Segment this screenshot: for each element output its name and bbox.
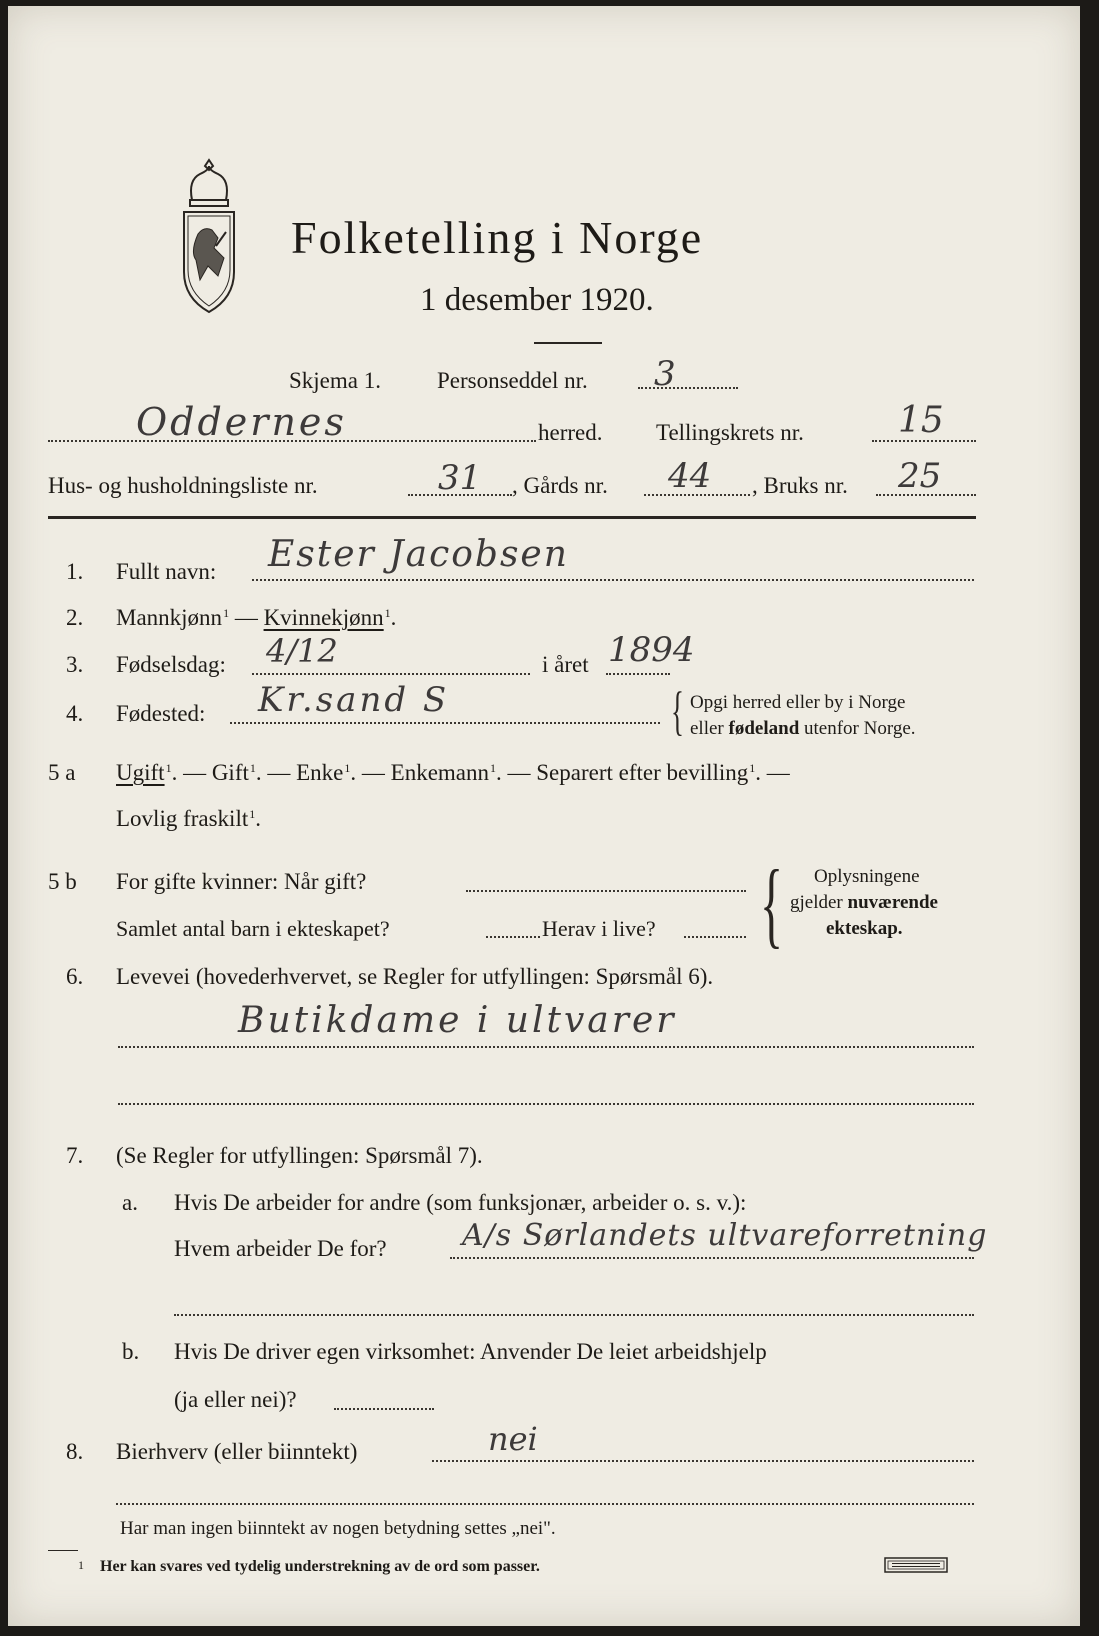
herred-field[interactable]: Oddernes bbox=[136, 400, 347, 444]
q3-label: Fødselsdag: bbox=[116, 652, 226, 677]
q1-number: 1. bbox=[66, 559, 84, 584]
norwegian-coat-of-arms-icon bbox=[176, 156, 242, 316]
q6-number: 6. bbox=[66, 964, 84, 989]
q4-number: 4. bbox=[66, 701, 84, 726]
gender-female-option[interactable]: Kvinnekjønn bbox=[263, 605, 384, 630]
q5b-alive-label: Herav i live? bbox=[542, 916, 656, 941]
bruks-label: , Bruks nr. bbox=[752, 473, 848, 498]
q8-number: 8. bbox=[66, 1439, 84, 1464]
footer-note: Har man ingen biinntekt av nogen betydning settes „nei". bbox=[120, 1518, 556, 1539]
occupation-field[interactable]: Butikdame i ultvarer bbox=[238, 1000, 677, 1041]
children-count-field[interactable] bbox=[486, 936, 540, 938]
marital-status-options[interactable]: Ugift$^1$. — Gift$^1$. — Enke$^1$. — Enkemann$^1$. — Separert efter bevilling$^1$. — bbox=[116, 760, 790, 785]
q4-note-line2: eller fødeland utenfor Norge. bbox=[690, 718, 916, 739]
status-separated-option[interactable]: . — Separert efter bevilling bbox=[496, 760, 749, 785]
gender-male-option[interactable]: Mannkjønn bbox=[116, 605, 223, 630]
q5b-married-when-label: For gifte kvinner: Når gift? bbox=[116, 869, 367, 894]
q7b-letter: b. bbox=[122, 1339, 140, 1364]
status-divorced-option[interactable]: Lovlig fraskilt$^1$. bbox=[116, 806, 261, 831]
footnote-text: Her kan svares ved tydelig understrekning av de ord som passer. bbox=[100, 1558, 540, 1575]
hus-label: Hus- og husholdningsliste nr. bbox=[48, 473, 318, 498]
q5a-number: 5 a bbox=[48, 760, 76, 785]
gender-options[interactable]: Mannkjønn$^1$ — Kvinnekjønn$^1$. bbox=[116, 605, 397, 630]
children-alive-field[interactable] bbox=[684, 936, 746, 938]
gards-field[interactable]: 44 bbox=[668, 456, 712, 496]
employer-line2[interactable] bbox=[174, 1314, 974, 1316]
hired-help-field[interactable] bbox=[334, 1408, 434, 1410]
side-income-line2[interactable] bbox=[116, 1503, 974, 1505]
employer-field[interactable]: A/s Sørlandets ultvareforretning bbox=[462, 1218, 988, 1253]
q7-number: 7. bbox=[66, 1143, 84, 1168]
bruks-field[interactable]: 25 bbox=[898, 456, 942, 496]
q8-label: Bierhverv (eller biinntekt) bbox=[116, 1439, 358, 1464]
married-when-field[interactable] bbox=[466, 890, 746, 892]
q7a-letter: a. bbox=[122, 1190, 138, 1215]
q5b-note-line2: gjelder nuværende bbox=[790, 892, 938, 913]
q4-label: Fødested: bbox=[116, 701, 206, 726]
q7-label: (Se Regler for utfyllingen: Spørsmål 7). bbox=[116, 1143, 483, 1168]
q3-number: 3. bbox=[66, 652, 84, 677]
q1-label: Fullt navn: bbox=[116, 559, 217, 584]
birth-day-field[interactable]: 4/12 bbox=[266, 632, 338, 670]
status-widower-option[interactable]: . — Enkemann bbox=[350, 760, 489, 785]
q5b-note-line3: ekteskap. bbox=[826, 918, 903, 939]
q7a-question: Hvem arbeider De for? bbox=[174, 1236, 387, 1261]
q5b-number: 5 b bbox=[48, 869, 77, 894]
full-name-field[interactable]: Ester Jacobsen bbox=[268, 534, 569, 575]
header-rule bbox=[48, 516, 976, 519]
tellingskrets-label: Tellingskrets nr. bbox=[656, 420, 804, 445]
status-widow-option[interactable]: . — Enke bbox=[255, 760, 344, 785]
personseddel-label: Personseddel nr. bbox=[437, 368, 588, 393]
q7b-label: Hvis De driver egen virksomhet: Anvender De leiet arbeidshjelp bbox=[174, 1339, 767, 1364]
herred-label: herred. bbox=[538, 420, 603, 445]
side-income-field[interactable]: nei bbox=[488, 1420, 538, 1458]
personseddel-field[interactable]: 3 bbox=[654, 354, 676, 394]
form-date: 1 desember 1920. bbox=[420, 282, 654, 318]
q5b-children-label: Samlet antal barn i ekteskapet? bbox=[116, 916, 390, 941]
status-married-option[interactable]: . — Gift bbox=[171, 760, 249, 785]
q4-note-line1: Opgi herred eller by i Norge bbox=[690, 692, 906, 713]
q5b-note-line1: Oplysningene bbox=[814, 866, 920, 887]
birth-year-field[interactable]: 1894 bbox=[608, 630, 695, 670]
tellingskrets-field[interactable]: 15 bbox=[898, 400, 944, 441]
hus-field[interactable]: 31 bbox=[438, 458, 482, 498]
skjema-label: Skjema 1. bbox=[289, 368, 381, 393]
q7a-label: Hvis De arbeider for andre (som funksjonær, arbeider o. s. v.): bbox=[174, 1190, 747, 1215]
status-unmarried-option[interactable]: Ugift bbox=[116, 760, 165, 785]
printer-stamp-icon bbox=[884, 1557, 948, 1573]
q2-number: 2. bbox=[66, 605, 84, 630]
q6-label: Levevei (hovederhvervet, se Regler for utfyllingen: Spørsmål 6). bbox=[116, 964, 714, 989]
form-title: Folketelling i Norge bbox=[291, 212, 704, 263]
gards-label: , Gårds nr. bbox=[512, 473, 608, 498]
title-divider bbox=[534, 342, 602, 344]
occupation-line2[interactable] bbox=[118, 1103, 974, 1105]
q7b-question: (ja eller nei)? bbox=[174, 1387, 297, 1412]
census-form: Folketelling i Norge 1 desember 1920. Skjema 1. Personseddel nr. 3 Oddernes herred. Tellingskrets nr. 15 Hus- og husholdningsliste nr. 31 , Gårds nr. 44 , Bruks nr. 25 1. Fullt navn: Ester Jacobsen 2. Mannkjønn$^1$ — Kvinnekjønn$^1$. 3. Fødselsdag: 4/12 i året 1894 4. Fødested: Kr.sand S { Opgi herred eller by i Norge eller fødeland utenfor Norge. 5 a Ugift$^1$. — Gift$^1$. — Enke$^1$. — Enkemann$^1$. — Separert efter bevilling$^1$. — Lovlig fraskilt$^1$. 5 b For gifte kvinner: Når gift? Samlet antal barn i ekteskapet? Herav i live? { Oplysningene gjelder nuværende ekteskap. 6. Levevei (hovederhvervet, se Regler for utfyllingen: Spørsmål 6). Butikdame i ultvarer 7. (Se Regler for utfyllingen: Spørsmål 7). a. Hvis De arbeider for andre (som funksjonær, arbeider o. s. v.): Hvem arbeider De for? A/s Sørlandets ultvareforretning b. Hvis De driver egen virksomhet: Anvender De leiet arbeidshjelp (ja eller nei)? 8. Bierhverv (eller biinntekt) nei Har man ingen biinntekt av nogen betydning settes „nei". 1 Her kan svares ved tydelig understrekning av de ord som passer. bbox=[8, 6, 1080, 1626]
footnote-mark: 1 bbox=[78, 1558, 84, 1572]
year-label: i året bbox=[542, 652, 589, 677]
birthplace-field[interactable]: Kr.sand S bbox=[258, 680, 450, 720]
